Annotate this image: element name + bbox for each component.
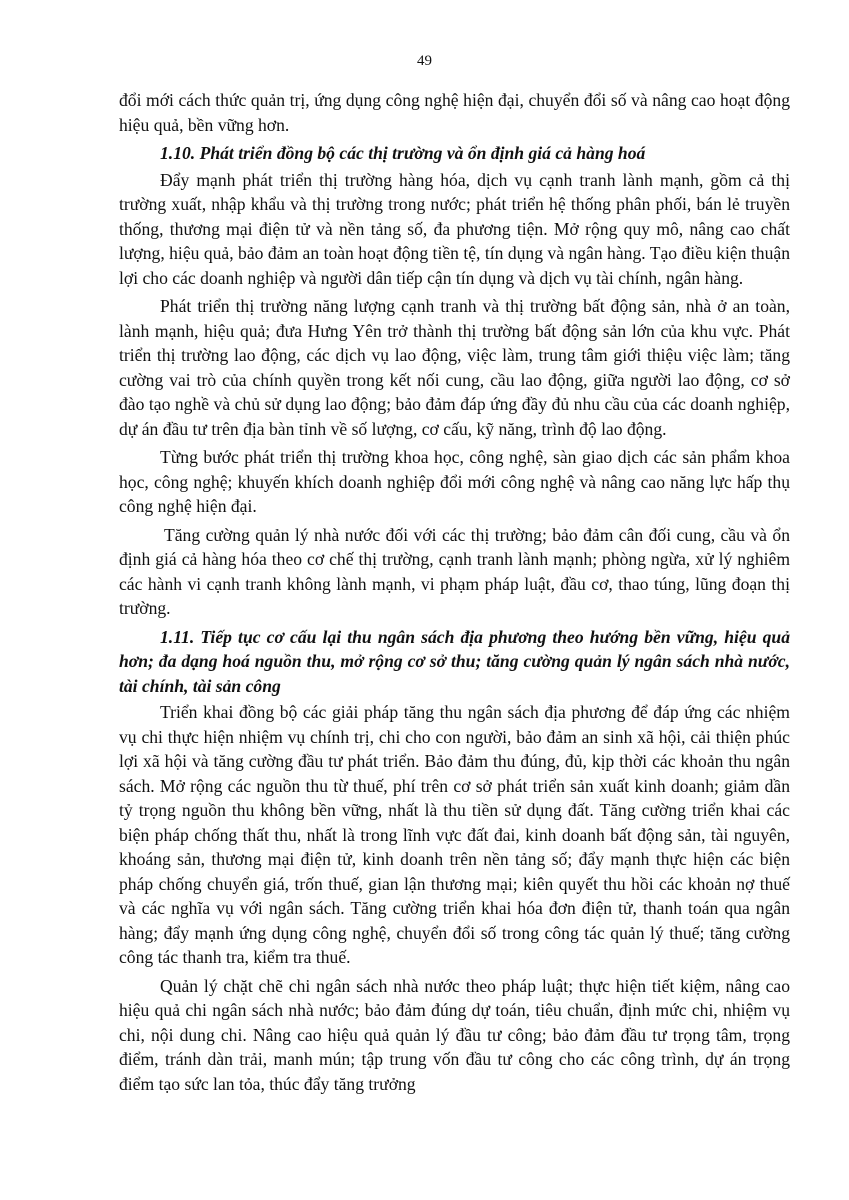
paragraph: Từng bước phát triển thị trường khoa học, công nghệ, sàn giao dịch các sản phẩm khoa học, công nghệ; khuyến khích doanh nghiệp đổi mới công nghệ và nâng cao năng lực hấp thụ công nghệ hiện đại. [119,447,790,516]
paragraph: Tăng cường quản lý nhà nước đối với các thị trường; bảo đảm cân đối cung, cầu và ổn định giá cả hàng hóa theo cơ chế thị trường, cạnh tranh lành mạnh; phòng ngừa, xử lý nghiêm các hành vi cạnh tranh không lành mạnh, vi phạm pháp luật, đầu cơ, thao túng, lũng đoạn thị trường. [119,524,790,618]
paragraph: Triển khai đồng bộ các giải pháp tăng thu ngân sách địa phương để đáp ứng các nhiệm vụ chi thực hiện nhiệm vụ chính trị, chi cho con người, bảo đảm an sinh xã hội, cải thiện phúc lợi xã hội và tăng cường đầu tư phát triển. Bảo đảm thu đúng, đủ, kịp thời các khoản thu ngân sách. Mở rộng các nguồn thu từ thuế, phí trên cơ sở phát triển sản xuất kinh doanh; giảm dần tỷ trọng nguồn thu không bền vững, nhất là thu tiền sử dụng đất. Tăng cường triển khai các biện pháp chống thất thu, nhất là trong lĩnh vực đất đai, kinh doanh bất động sản, tài nguyên, khoáng sản, thương mại điện tử, kinh doanh trên nền tảng số; đẩy mạnh thực hiện các biện pháp chống chuyển giá, trốn thuế, gian lận thương mại; kiên quyết thu hồi các khoản nợ thuế và các nghĩa vụ với ngân sách. Tăng cường triển khai hóa đơn điện tử, thanh toán qua ngân hàng; đẩy mạnh ứng dụng công nghệ, chuyển đổi số trong công tác quản lý thuế; tăng cường công tác thanh tra, kiểm tra thuế. [119,702,790,967]
paragraph: Đẩy mạnh phát triển thị trường hàng hóa, dịch vụ cạnh tranh lành mạnh, gồm cả thị trường xuất, nhập khẩu và thị trường trong nước; phát triển hệ thống phân phối, bán lẻ truyền thống, thương mại điện tử và nền tảng số, đa phương tiện. Mở rộng quy mô, nâng cao chất lượng, hiệu quả, bảo đảm an toàn hoạt động tiền tệ, tín dụng và ngân hàng. Tạo điều kiện thuận lợi cho các doanh nghiệp và người dân tiếp cận tín dụng và dịch vụ tài chính, ngân hàng. [119,169,790,288]
page-body [119,88,790,1100]
page-number: 49 [417,53,432,69]
section-heading: 1.10. Phát triển đồng bộ các thị trường và ổn định giá cả hàng hoá [160,143,646,163]
paragraph: Phát triển thị trường năng lượng cạnh tranh và thị trường bất động sản, nhà ở an toàn, lành mạnh, hiệu quả; đưa Hưng Yên trở thành thị trường bất động sản lớn của khu vực. Phát triển thị trường lao động, các dịch vụ lao động, việc làm, trung tâm giới thiệu việc làm; tăng cường vai trò của chính quyền trong kết nối cung, cầu lao động, giữa người lao động, cơ sở đào tạo nghề và chủ sử dụng lao động; bảo đảm đáp ứng đầy đủ nhu cầu của các doanh nghiệp, dự án đầu tư trên địa bàn tỉnh về số lượng, cơ cấu, kỹ năng, trình độ lao động. [119,296,790,439]
paragraph: đổi mới cách thức quản trị, ứng dụng công nghệ hiện đại, chuyển đổi số và nâng cao hoạt động hiệu quả, bền vững hơn. [119,90,790,135]
section-heading: 1.11. Tiếp tục cơ cấu lại thu ngân sách địa phương theo hướng bền vững, hiệu quả hơn; đa dạng hoá nguồn thu, mở rộng cơ sở thu; tăng cường quản lý ngân sách nhà nước, tài chính, tài sản công [119,626,790,696]
paragraph: Quản lý chặt chẽ chi ngân sách nhà nước theo pháp luật; thực hiện tiết kiệm, nâng cao hiệu quả chi ngân sách nhà nước; bảo đảm đúng dự toán, tiêu chuẩn, định mức chi, nhiệm vụ chi, nội dung chi. Nâng cao hiệu quả quản lý đầu tư công; bảo đảm đầu tư trọng tâm, trọng điểm, tránh dàn trải, manh mún; tập trung vốn đầu tư công cho các công trình, dự án trọng điểm tạo sức lan tỏa, thúc đẩy tăng trưởng [119,975,790,1094]
